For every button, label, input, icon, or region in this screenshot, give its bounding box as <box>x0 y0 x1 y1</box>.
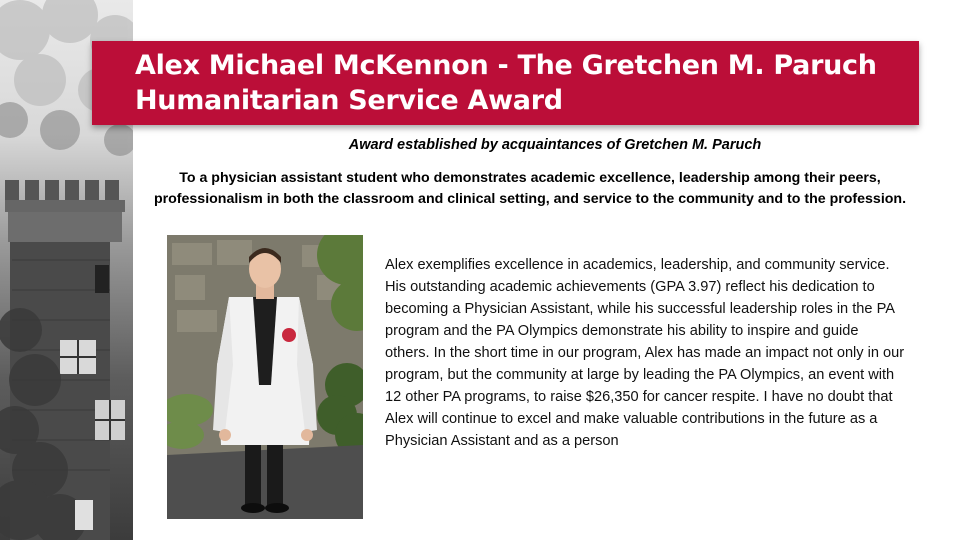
title-banner <box>92 41 919 125</box>
student-photo <box>167 235 363 519</box>
nomination-text: Alex exemplifies excellence in academics, leadership, and community service. His outstanding academic achievements (GPA 3.97) reflect his dedication to becoming a Physician Assistant, while his successful leadership roles in the PA program and the PA Olympics demonstrate his ability to inspire and guide others. In the short time in our program, Alex has made an impact not only in our program, but the community at large by leading the PA Olympics, an event with 12 other PA programs, to raise $26,350 for cancer respite. I have no doubt that Alex will continue to excel and make valuable contributions in the future as a Physician Assistant and as a person <box>385 257 905 449</box>
award-established-by: Award established by acquaintances of Gretchen M. Paruch <box>348 137 762 153</box>
page-title: Alex Michael McKennon - The Gretchen M. Paruch Humanitarian Service Award <box>135 50 877 116</box>
award-criteria: To a physician assistant student who demonstrates academic excellence, leadership among their peers, professionalism in both the classroom and clinical setting, and service to the community and to the profession. <box>153 170 907 207</box>
